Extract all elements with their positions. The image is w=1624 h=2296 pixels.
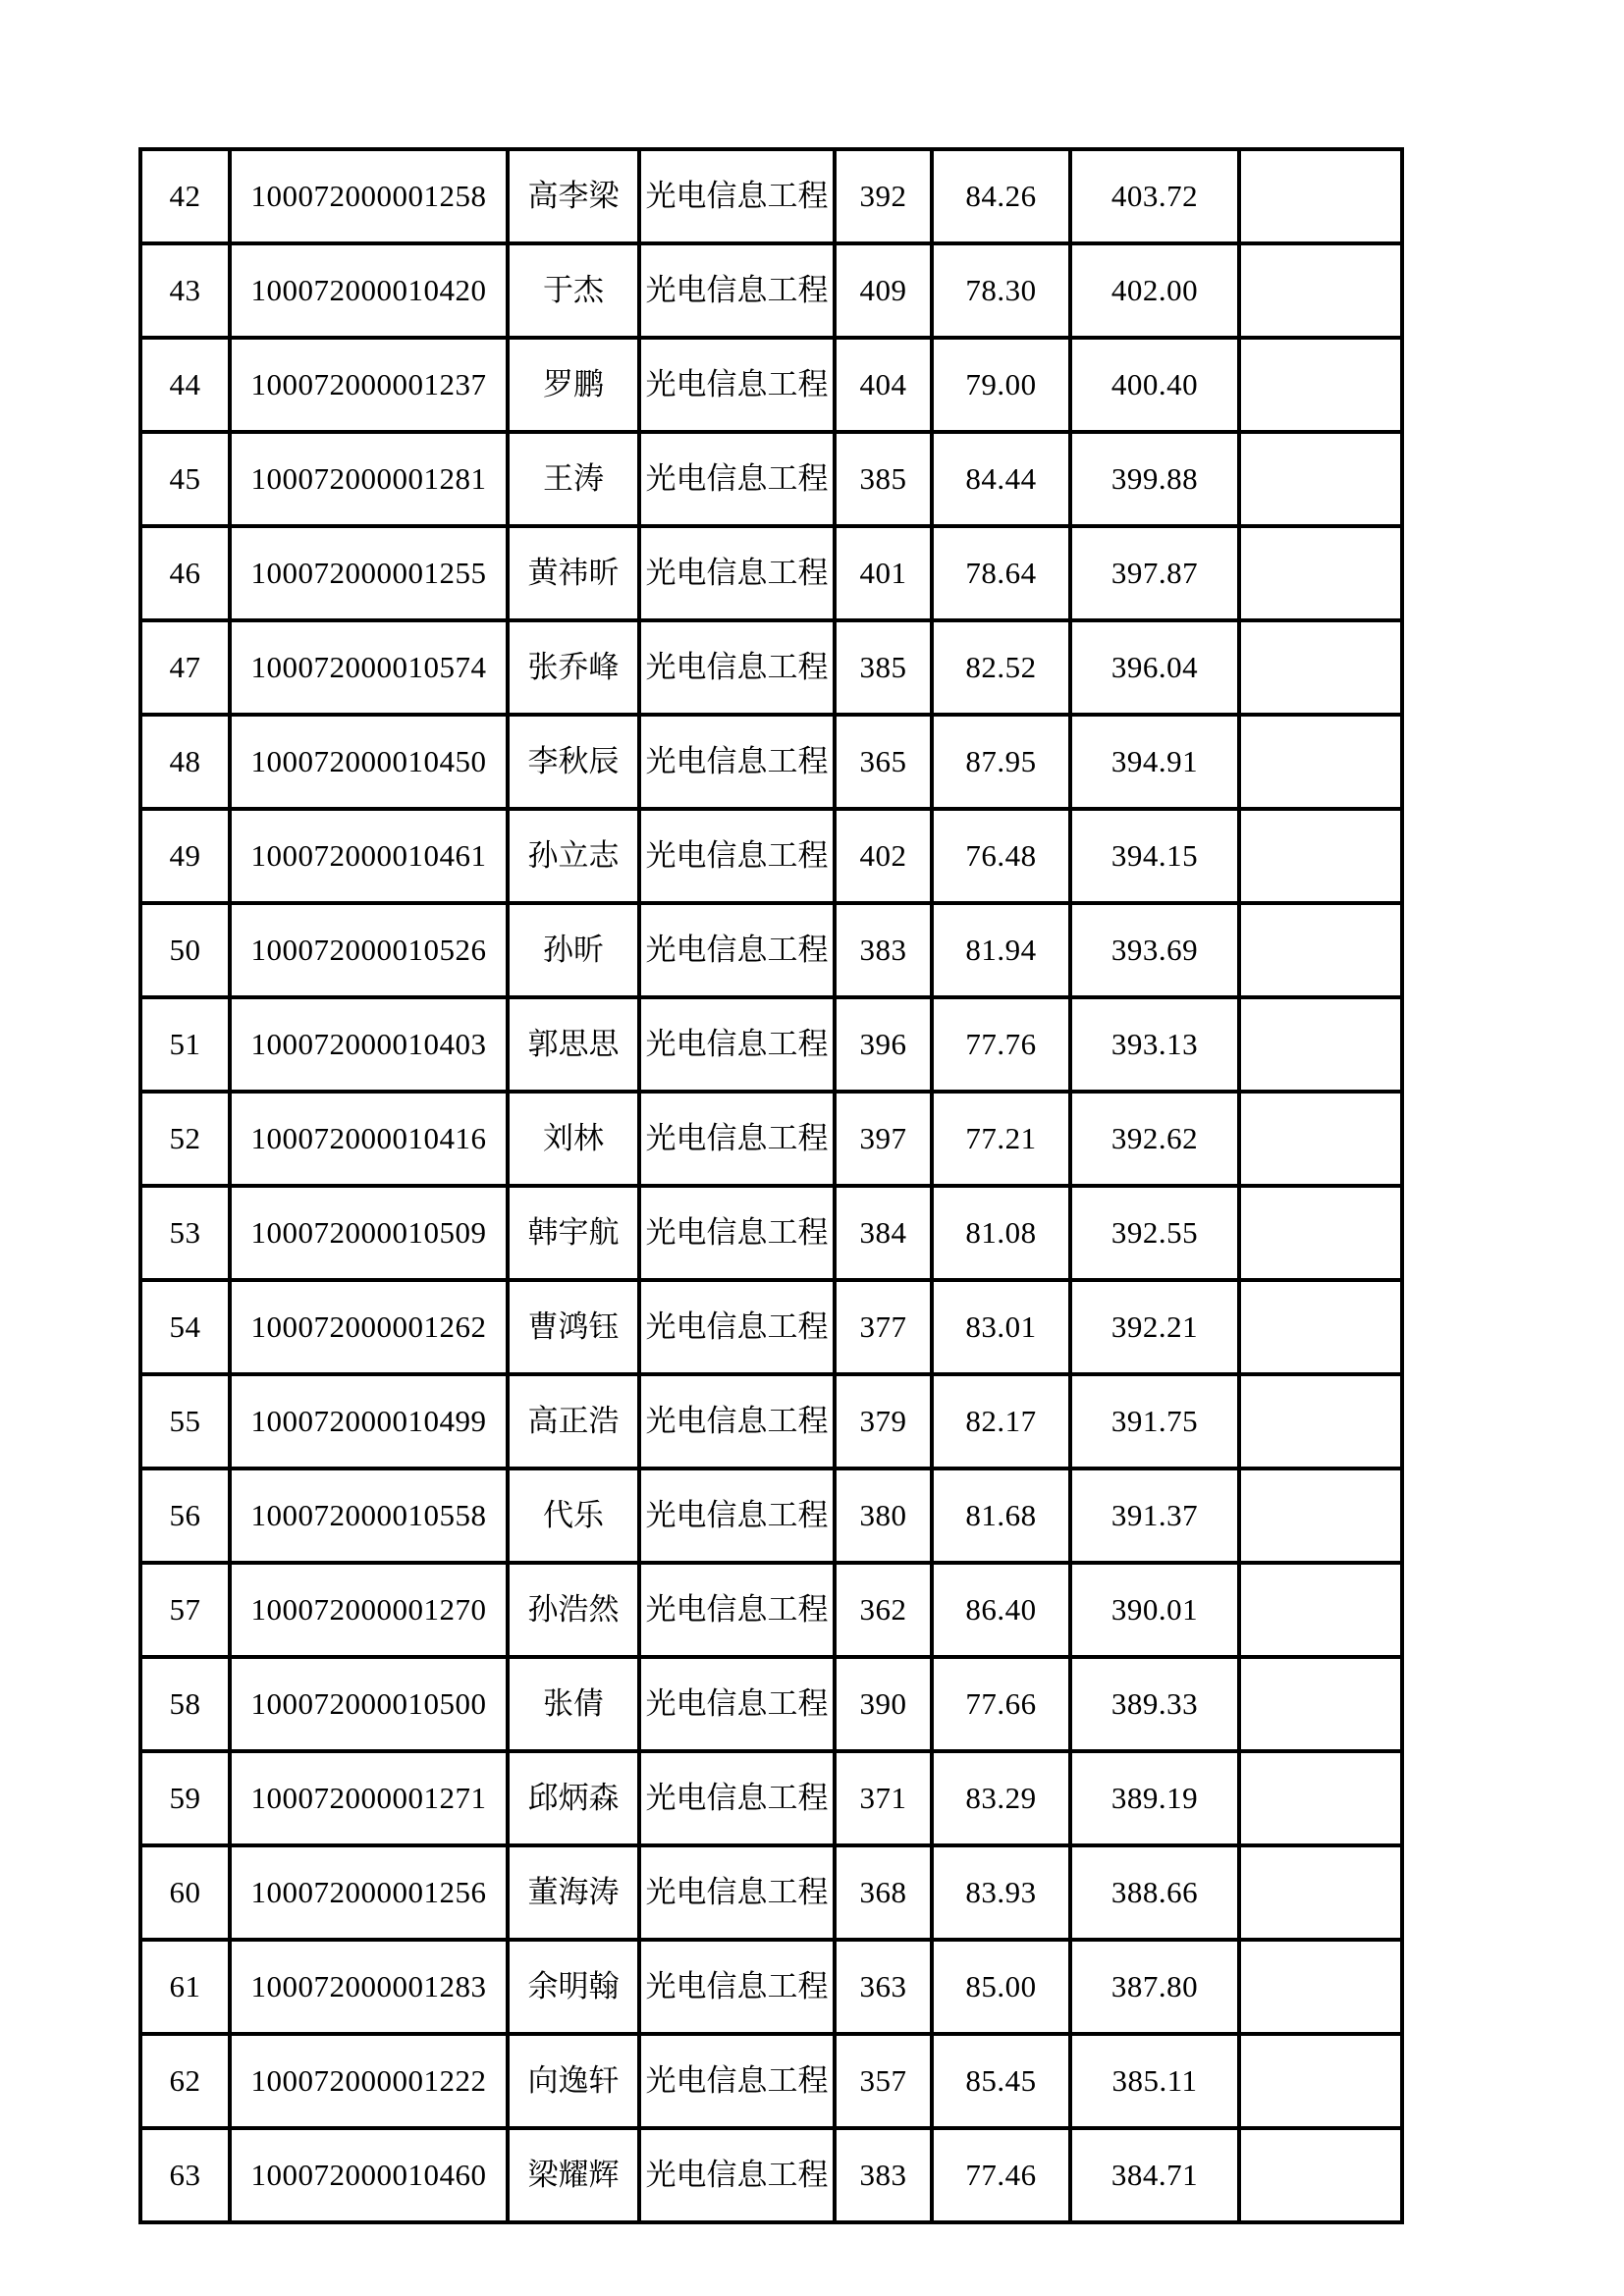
total-score-cell: 396.04 (1070, 620, 1239, 715)
name-cell: 王涛 (508, 432, 639, 526)
major-cell: 光电信息工程 (639, 620, 835, 715)
major-cell: 光电信息工程 (639, 1374, 835, 1468)
rank-cell: 42 (140, 149, 230, 243)
major-cell: 光电信息工程 (639, 1940, 835, 2034)
rank-cell: 59 (140, 1751, 230, 1845)
name-cell: 韩宇航 (508, 1186, 639, 1280)
major-cell: 光电信息工程 (639, 149, 835, 243)
retest-score-cell: 79.00 (932, 338, 1070, 432)
rank-cell: 54 (140, 1280, 230, 1374)
rank-cell: 63 (140, 2128, 230, 2222)
total-score-cell: 389.33 (1070, 1657, 1239, 1751)
initial-score-cell: 384 (835, 1186, 932, 1280)
table-row (140, 1468, 1402, 1563)
candidate-id-cell: 100072000001258 (230, 149, 508, 243)
remark-cell (1239, 2034, 1402, 2128)
retest-score-cell: 77.46 (932, 2128, 1070, 2222)
initial-score-cell: 401 (835, 526, 932, 620)
rank-cell: 52 (140, 1092, 230, 1186)
name-cell: 董海涛 (508, 1845, 639, 1940)
candidate-id-cell: 100072000001262 (230, 1280, 508, 1374)
initial-score-cell: 365 (835, 715, 932, 809)
candidate-id-cell: 100072000010558 (230, 1468, 508, 1563)
candidate-id-cell: 100072000001270 (230, 1563, 508, 1657)
remark-cell (1239, 1374, 1402, 1468)
initial-score-cell: 402 (835, 809, 932, 903)
total-score-cell: 390.01 (1070, 1563, 1239, 1657)
rank-cell: 57 (140, 1563, 230, 1657)
retest-score-cell: 86.40 (932, 1563, 1070, 1657)
remark-cell (1239, 243, 1402, 338)
remark-cell (1239, 1092, 1402, 1186)
candidate-id-cell: 100072000001255 (230, 526, 508, 620)
major-cell: 光电信息工程 (639, 432, 835, 526)
name-cell: 张倩 (508, 1657, 639, 1751)
total-score-cell: 393.13 (1070, 997, 1239, 1092)
initial-score-cell: 409 (835, 243, 932, 338)
total-score-cell: 391.37 (1070, 1468, 1239, 1563)
total-score-cell: 388.66 (1070, 1845, 1239, 1940)
major-cell: 光电信息工程 (639, 1280, 835, 1374)
table-row (140, 243, 1402, 338)
remark-cell (1239, 338, 1402, 432)
retest-score-cell: 85.00 (932, 1940, 1070, 2034)
name-cell: 高李梁 (508, 149, 639, 243)
remark-cell (1239, 1657, 1402, 1751)
retest-score-cell: 78.30 (932, 243, 1070, 338)
retest-score-cell: 78.64 (932, 526, 1070, 620)
rank-cell: 53 (140, 1186, 230, 1280)
remark-cell (1239, 1563, 1402, 1657)
retest-score-cell: 85.45 (932, 2034, 1070, 2128)
remark-cell (1239, 149, 1402, 243)
total-score-cell: 392.21 (1070, 1280, 1239, 1374)
name-cell: 刘林 (508, 1092, 639, 1186)
major-cell: 光电信息工程 (639, 1845, 835, 1940)
retest-score-cell: 82.17 (932, 1374, 1070, 1468)
retest-score-cell: 77.66 (932, 1657, 1070, 1751)
table-row (140, 2034, 1402, 2128)
initial-score-cell: 357 (835, 2034, 932, 2128)
retest-score-cell: 84.44 (932, 432, 1070, 526)
initial-score-cell: 392 (835, 149, 932, 243)
table-row (140, 338, 1402, 432)
retest-score-cell: 84.26 (932, 149, 1070, 243)
name-cell: 李秋辰 (508, 715, 639, 809)
total-score-cell: 393.69 (1070, 903, 1239, 997)
candidate-id-cell: 100072000001256 (230, 1845, 508, 1940)
name-cell: 孙昕 (508, 903, 639, 997)
total-score-cell: 392.55 (1070, 1186, 1239, 1280)
candidate-id-cell: 100072000010509 (230, 1186, 508, 1280)
major-cell: 光电信息工程 (639, 1657, 835, 1751)
initial-score-cell: 397 (835, 1092, 932, 1186)
table-row (140, 1280, 1402, 1374)
major-cell: 光电信息工程 (639, 997, 835, 1092)
major-cell: 光电信息工程 (639, 715, 835, 809)
retest-score-cell: 81.68 (932, 1468, 1070, 1563)
major-cell: 光电信息工程 (639, 2034, 835, 2128)
score-table-body (140, 149, 1402, 2222)
total-score-cell: 400.40 (1070, 338, 1239, 432)
major-cell: 光电信息工程 (639, 243, 835, 338)
name-cell: 黄祎昕 (508, 526, 639, 620)
table-row (140, 432, 1402, 526)
rank-cell: 43 (140, 243, 230, 338)
remark-cell (1239, 809, 1402, 903)
rank-cell: 62 (140, 2034, 230, 2128)
initial-score-cell: 371 (835, 1751, 932, 1845)
initial-score-cell: 383 (835, 2128, 932, 2222)
remark-cell (1239, 526, 1402, 620)
total-score-cell: 403.72 (1070, 149, 1239, 243)
retest-score-cell: 81.94 (932, 903, 1070, 997)
table-row (140, 149, 1402, 243)
remark-cell (1239, 903, 1402, 997)
total-score-cell: 402.00 (1070, 243, 1239, 338)
name-cell: 郭思思 (508, 997, 639, 1092)
remark-cell (1239, 715, 1402, 809)
rank-cell: 55 (140, 1374, 230, 1468)
remark-cell (1239, 1186, 1402, 1280)
name-cell: 曹鸿钰 (508, 1280, 639, 1374)
table-row (140, 2128, 1402, 2222)
retest-score-cell: 83.29 (932, 1751, 1070, 1845)
initial-score-cell: 396 (835, 997, 932, 1092)
candidate-id-cell: 100072000010574 (230, 620, 508, 715)
table-row (140, 1092, 1402, 1186)
candidate-id-cell: 100072000001281 (230, 432, 508, 526)
table-row (140, 997, 1402, 1092)
retest-score-cell: 83.93 (932, 1845, 1070, 1940)
total-score-cell: 394.15 (1070, 809, 1239, 903)
candidate-id-cell: 100072000001283 (230, 1940, 508, 2034)
candidate-id-cell: 100072000010420 (230, 243, 508, 338)
table-row (140, 1751, 1402, 1845)
major-cell: 光电信息工程 (639, 2128, 835, 2222)
initial-score-cell: 380 (835, 1468, 932, 1563)
rank-cell: 49 (140, 809, 230, 903)
table-row (140, 620, 1402, 715)
candidate-id-cell: 100072000010526 (230, 903, 508, 997)
rank-cell: 50 (140, 903, 230, 997)
major-cell: 光电信息工程 (639, 1186, 835, 1280)
candidate-id-cell: 100072000010461 (230, 809, 508, 903)
rank-cell: 46 (140, 526, 230, 620)
total-score-cell: 394.91 (1070, 715, 1239, 809)
remark-cell (1239, 1845, 1402, 1940)
retest-score-cell: 83.01 (932, 1280, 1070, 1374)
total-score-cell: 387.80 (1070, 1940, 1239, 2034)
rank-cell: 61 (140, 1940, 230, 2034)
rank-cell: 44 (140, 338, 230, 432)
candidate-id-cell: 100072000010416 (230, 1092, 508, 1186)
rank-cell: 58 (140, 1657, 230, 1751)
name-cell: 罗鹏 (508, 338, 639, 432)
major-cell: 光电信息工程 (639, 1092, 835, 1186)
candidate-id-cell: 100072000001237 (230, 338, 508, 432)
major-cell: 光电信息工程 (639, 338, 835, 432)
score-table (138, 147, 1404, 2224)
candidate-id-cell: 100072000010403 (230, 997, 508, 1092)
rank-cell: 51 (140, 997, 230, 1092)
major-cell: 光电信息工程 (639, 1468, 835, 1563)
retest-score-cell: 87.95 (932, 715, 1070, 809)
remark-cell (1239, 620, 1402, 715)
rank-cell: 60 (140, 1845, 230, 1940)
table-row (140, 1374, 1402, 1468)
name-cell: 余明翰 (508, 1940, 639, 2034)
table-row (140, 715, 1402, 809)
major-cell: 光电信息工程 (639, 526, 835, 620)
initial-score-cell: 362 (835, 1563, 932, 1657)
initial-score-cell: 379 (835, 1374, 932, 1468)
name-cell: 高正浩 (508, 1374, 639, 1468)
initial-score-cell: 385 (835, 620, 932, 715)
name-cell: 于杰 (508, 243, 639, 338)
name-cell: 张乔峰 (508, 620, 639, 715)
candidate-id-cell: 100072000001271 (230, 1751, 508, 1845)
rank-cell: 48 (140, 715, 230, 809)
retest-score-cell: 76.48 (932, 809, 1070, 903)
name-cell: 邱炳森 (508, 1751, 639, 1845)
candidate-id-cell: 100072000010450 (230, 715, 508, 809)
total-score-cell: 385.11 (1070, 2034, 1239, 2128)
major-cell: 光电信息工程 (639, 1563, 835, 1657)
retest-score-cell: 82.52 (932, 620, 1070, 715)
remark-cell (1239, 1468, 1402, 1563)
table-row (140, 1563, 1402, 1657)
initial-score-cell: 377 (835, 1280, 932, 1374)
retest-score-cell: 77.76 (932, 997, 1070, 1092)
total-score-cell: 389.19 (1070, 1751, 1239, 1845)
total-score-cell: 399.88 (1070, 432, 1239, 526)
remark-cell (1239, 1751, 1402, 1845)
candidate-id-cell: 100072000010500 (230, 1657, 508, 1751)
major-cell: 光电信息工程 (639, 809, 835, 903)
initial-score-cell: 383 (835, 903, 932, 997)
total-score-cell: 397.87 (1070, 526, 1239, 620)
candidate-id-cell: 100072000010499 (230, 1374, 508, 1468)
name-cell: 孙立志 (508, 809, 639, 903)
candidate-id-cell: 100072000001222 (230, 2034, 508, 2128)
remark-cell (1239, 2128, 1402, 2222)
table-row (140, 903, 1402, 997)
initial-score-cell: 363 (835, 1940, 932, 2034)
initial-score-cell: 368 (835, 1845, 932, 1940)
table-row (140, 1186, 1402, 1280)
table-row (140, 1845, 1402, 1940)
total-score-cell: 384.71 (1070, 2128, 1239, 2222)
table-row (140, 526, 1402, 620)
table-row (140, 809, 1402, 903)
candidate-id-cell: 100072000010460 (230, 2128, 508, 2222)
initial-score-cell: 404 (835, 338, 932, 432)
total-score-cell: 392.62 (1070, 1092, 1239, 1186)
total-score-cell: 391.75 (1070, 1374, 1239, 1468)
initial-score-cell: 385 (835, 432, 932, 526)
name-cell: 向逸轩 (508, 2034, 639, 2128)
retest-score-cell: 81.08 (932, 1186, 1070, 1280)
table-row (140, 1940, 1402, 2034)
remark-cell (1239, 1280, 1402, 1374)
name-cell: 梁耀辉 (508, 2128, 639, 2222)
remark-cell (1239, 1940, 1402, 2034)
major-cell: 光电信息工程 (639, 903, 835, 997)
rank-cell: 47 (140, 620, 230, 715)
name-cell: 孙浩然 (508, 1563, 639, 1657)
retest-score-cell: 77.21 (932, 1092, 1070, 1186)
initial-score-cell: 390 (835, 1657, 932, 1751)
table-row (140, 1657, 1402, 1751)
rank-cell: 56 (140, 1468, 230, 1563)
remark-cell (1239, 432, 1402, 526)
remark-cell (1239, 997, 1402, 1092)
rank-cell: 45 (140, 432, 230, 526)
name-cell: 代乐 (508, 1468, 639, 1563)
major-cell: 光电信息工程 (639, 1751, 835, 1845)
